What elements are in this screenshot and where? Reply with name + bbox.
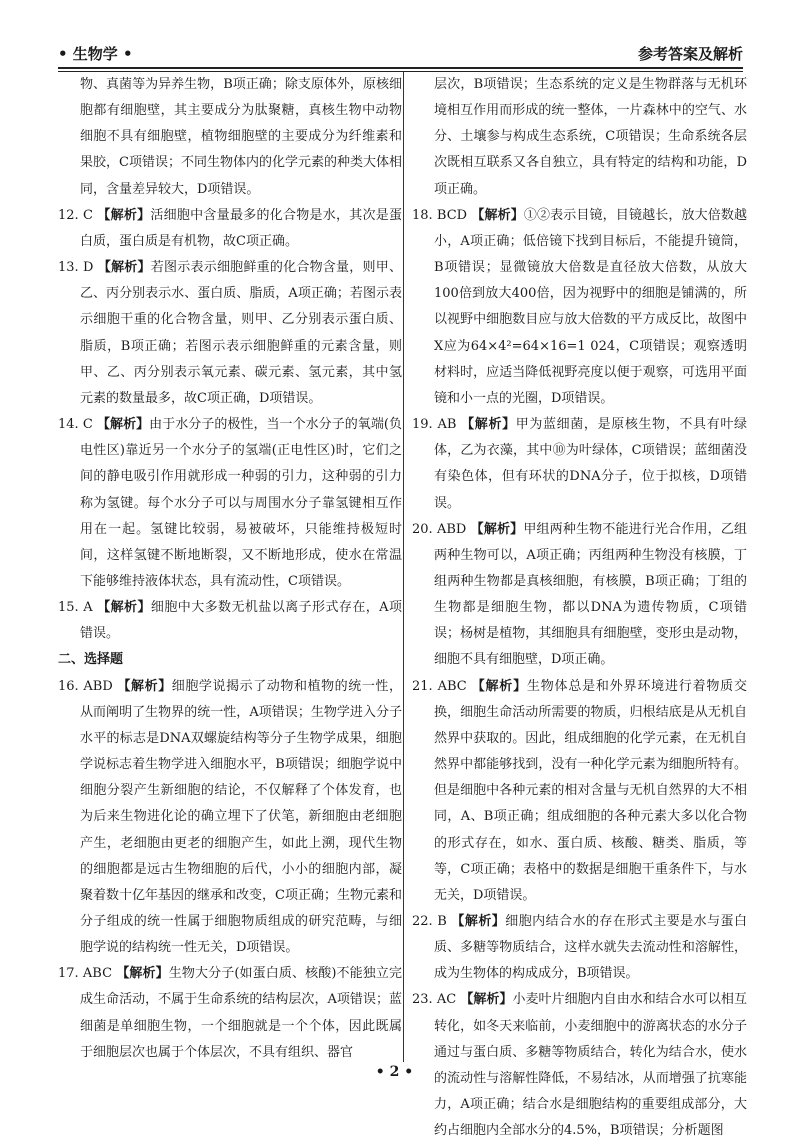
answer-text: 生物大分子(如蛋白质、核酸)不能独立完成生命活动，不属于生命系统的结构层次，A项错误；蓝细菌是单细胞生物，一个细胞就是一个个体，因此既属于细胞层次也属于个体层次，不具有组织、器官 [80, 966, 402, 1060]
answer-item-16 [58, 674, 402, 962]
answer-item-18 [412, 203, 747, 412]
answer-number: 14. C [58, 417, 93, 433]
answer-text: 若图示表示细胞鲜重的化合物含量，则甲、乙、丙分别表示水、蛋白质、脂质，A项正确；若图示表示细胞干重的化合物含量，则甲、乙分别表示蛋白质、脂质，B项正确；若图示表示细胞鲜重的元素含量，则甲、乙、丙分别表示氧元素、碳元素、氢元素，其中氢元素的数量最多，故C项正确，D项错误。 [80, 260, 402, 406]
answer-text: 细胞中大多数无机盐以离子形式存在，A项错误。 [80, 600, 402, 642]
analysis-tag: 【解析】 [461, 417, 516, 433]
analysis-tag: 【解析】 [117, 678, 172, 694]
analysis-tag: 【解析】 [471, 207, 524, 223]
answer-item-15 [58, 595, 402, 647]
answer-number: 19. AB [412, 417, 457, 433]
answer-number: 13. D [58, 260, 94, 276]
answer-item-13 [58, 255, 402, 412]
answer-item-12 [58, 203, 402, 255]
answer-number: 15. A [58, 600, 93, 616]
answer-number: 23. AC [412, 992, 457, 1008]
answer-number: 18. BCD [412, 207, 468, 223]
continued-text: 物、真菌等为异养生物，B项正确；除支原体外，原核细胞都有细胞壁，其主要成分为肽聚糖，真核生物中动物细胞不具有细胞壁，植物细胞壁的主要成分为纤维素和果胶，C项错误；不同生物体内的化学元素的种类大体相同，含量差异较大，D项错误。 [80, 77, 402, 197]
analysis-tag: 【解析】 [460, 992, 513, 1008]
analysis-tag: 【解析】 [97, 207, 151, 223]
answer-text: 细胞学说揭示了动物和植物的统一性，从而阐明了生物界的统一性，A项错误；生物学进入分子水平的标志是DNA双螺旋结构等分子生物学成果，细胞学说标志着生物学进入细胞水平，B项错误；细胞学说中细胞分裂产生新细胞的结论，不仅解释了个体发育，也为后来生物进化论的确立埋下了伏笔，新细胞由老细胞产生，老细胞由更老的细胞产生，如此上溯，现代生物的细胞都是远古生物细胞的后代，小小的细胞内部，凝聚着数十亿年基因的继承和改变，C项正确；生物元素和分子组成的统一性属于细胞物质组成的研究范畴，与细胞学说的结构统一性无关，D项错误。 [80, 678, 402, 956]
left-column [58, 72, 402, 1066]
analysis-tag: 【解析】 [471, 678, 527, 694]
answer-item-19 [412, 412, 747, 517]
right-column [412, 72, 747, 1144]
answer-text: 活细胞中含量最多的化合物是水，其次是蛋白质，蛋白质是有机物，故C项正确。 [80, 207, 402, 249]
answer-number: 12. C [58, 207, 94, 223]
answer-text: ①②表示目镜，目镜越长，放大倍数越小，A项正确；低倍镜下找到目标后，不能提升镜筒，B项错误；显微镜放大倍数是直径放大倍数，从放大100倍到放大400倍，因为视野中的细胞是铺满的，所以视野中细胞数目应与放大倍数的平方成反比，故图中X应为64×4²=64×16=1 024，C项错误；观察透明材料时，应适当降低视野亮度以便于观察，可选用平面镜和小一点的光圈，D项错误。 [434, 207, 747, 406]
header-section-title: 参考答案及解析 [637, 45, 743, 63]
analysis-tag: 【解析】 [97, 600, 151, 616]
header-subject: • 生物学 • [58, 45, 133, 63]
answer-text: 由于水分子的极性，当一个水分子的氧端(负电性区)靠近另一个水分子的氢端(正电性区)时，它们之间的静电吸引作用就形成一种弱的引力，这种弱的引力称为氢键。每个水分子可以与周围水分子靠氢键相互作用在一起。氢键比较弱，易被破坏，只能维持极短时间，这样氢键不断地断裂，又不断地形成，使水在常温下能够维持液体状态，具有流动性，C项错误。 [80, 417, 402, 589]
answer-number: 17. ABC [58, 966, 113, 982]
column-divider [403, 72, 404, 1062]
answer-item-14 [58, 412, 402, 595]
analysis-tag: 【解析】 [451, 914, 506, 929]
answer-number: 20. ABD [412, 521, 467, 537]
answer-text: 细胞内结合水的存在形式主要是水与蛋白质、多糖等物质结合，这样水就失去流动性和溶解性，成为生物体的构成成分，B项错误。 [434, 914, 747, 982]
answer-item-22 [412, 909, 747, 987]
answer-text: 小麦叶片细胞内自由水和结合水可以相互转化，如冬天来临前，小麦细胞中的游离状态的水分子通过与蛋白质、多糖等物质结合，转化为结合水，使水的流动性与溶解性降低，不易结冰，从而增强了抗寒能力，A项正确；结合水是细胞结构的重要组成部分，大约占细胞内全部水分的4.5%，B项错误；分析题图 [434, 992, 747, 1139]
continued-text: 层次，B项错误；生态系统的定义是生物群落与无机环境相互作用而形成的统一整体，一片森林中的空气、水分、土壤参与构成生态系统，C项错误；生命系统各层次既相互联系又各自独立，具有特定的结构和功能，D项正确。 [434, 77, 747, 197]
answer-number: 21. ABC [412, 678, 467, 694]
page-number: • 2 • [375, 1064, 414, 1080]
answer-item-21 [412, 674, 747, 909]
section-title: 二、选择题 [58, 652, 124, 668]
analysis-tag: 【解析】 [470, 521, 524, 537]
analysis-tag: 【解析】 [116, 966, 169, 982]
answer-number: 22. B [412, 914, 447, 929]
answer-text: 甲为蓝细菌，是原核生物，不具有叶绿体，乙为衣藻，其中⑩为叶绿体，C项错误；蓝细菌没有染色体，但有环状的DNA分子，位于拟核，D项错误。 [434, 417, 747, 511]
analysis-tag: 【解析】 [96, 417, 150, 433]
answer-item-20 [412, 517, 747, 674]
analysis-tag: 【解析】 [97, 260, 151, 276]
answer-text: 生物体总是和外界环境进行着物质交换，细胞生命活动所需要的物质，归根结底是从无机自然界中获取的。因此，组成细胞的化学元素，在无机自然界中都能够找到，没有一种化学元素为细胞所特有。但是细胞中各种元素的相对含量与无机自然界的大不相同，A、B项正确；组成细胞的各种元素大多以化合物的形式存在，如水、蛋白质、核酸、糖类、脂质，等等，C项正确；表格中的数据是细胞干重条件下，与水无关，D项错误。 [434, 678, 747, 903]
answer-item-17 [58, 961, 402, 1066]
header-rule [58, 67, 743, 69]
answer-text: 甲组两种生物不能进行光合作用，乙组两种生物可以，A项正确；丙组两种生物没有核膜，丁组两种生物都是真核细胞，有核膜，B项正确；丁组的生物都是细胞生物，都以DNA为遗传物质，C项错误；杨树是植物，其细胞具有细胞壁，变形虫是动物，细胞不具有细胞壁，D项正确。 [434, 521, 747, 668]
answer-number: 16. ABD [58, 678, 113, 694]
page-header [58, 44, 743, 64]
